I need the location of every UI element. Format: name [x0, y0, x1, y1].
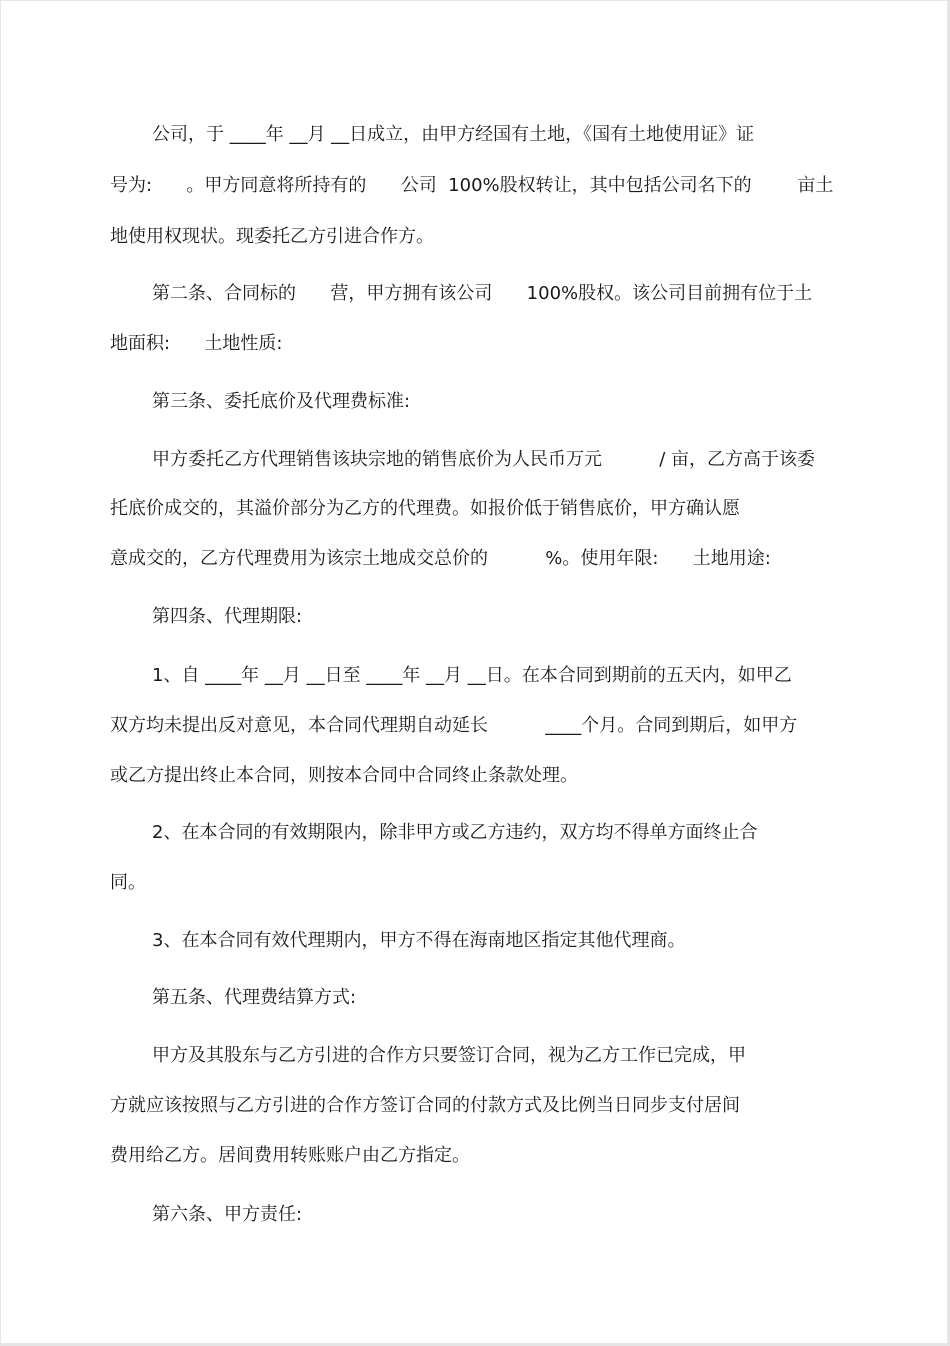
text-line: 公司，于 ____年 __月 __日成立，由甲方经国有土地，《国有土地使用证》证 [152, 124, 755, 145]
text-line: 2、在本合同的有效期限内，除非甲方或乙方违约，双方均不得单方面终止合 [152, 822, 758, 843]
article-heading: 第五条、代理费结算方式: [152, 987, 357, 1008]
article-heading: 第四条、代理期限: [152, 606, 303, 627]
text-line: 甲方及其股东与乙方引进的合作方只要签订合同，视为乙方工作已完成，甲 [152, 1045, 746, 1066]
text-line: 同。 [110, 872, 146, 893]
document-page [1, 1, 947, 1343]
text-line: 号为: 。甲方同意将所持有的 公司 100%股权转让，其中包括公司名下的 亩土 [110, 175, 834, 196]
text-line: 意成交的，乙方代理费用为该宗土地成交总价的 %。使用年限: 土地用途: [110, 548, 771, 569]
article-heading: 第三条、委托底价及代理费标准: [152, 391, 411, 412]
text-line: 或乙方提出终止本合同，则按本合同中合同终止条款处理。 [110, 765, 578, 786]
text-line: 甲方委托乙方代理销售该块宗地的销售底价为人民币万元 / 亩，乙方高于该委 [152, 449, 815, 470]
article-heading: 第六条、甲方责任: [152, 1204, 303, 1225]
text-line: 1、自 ____年 __月 __日至 ____年 __月 __日。在本合同到期前的五天内，如甲乙 [152, 665, 792, 686]
text-line: 地使用权现状。现委托乙方引进合作方。 [110, 226, 434, 247]
text-line: 托底价成交的，其溢价部分为乙方的代理费。如报价低于销售底价，甲方确认愿 [110, 498, 740, 519]
text-line: 双方均未提出反对意见，本合同代理期自动延长 ____个月。合同到期后，如甲方 [110, 715, 798, 736]
article-heading: 第二条、合同标的 营，甲方拥有该公司 100%股权。该公司目前拥有位于土 [152, 283, 813, 304]
text-line: 方就应该按照与乙方引进的合作方签订合同的付款方式及比例当日同步支付居间 [110, 1095, 740, 1116]
text-line: 费用给乙方。居间费用转账账户由乙方指定。 [110, 1145, 470, 1166]
text-line: 地面积: 土地性质: [110, 333, 283, 354]
text-line: 3、在本合同有效代理期内，甲方不得在海南地区指定其他代理商。 [152, 930, 686, 951]
